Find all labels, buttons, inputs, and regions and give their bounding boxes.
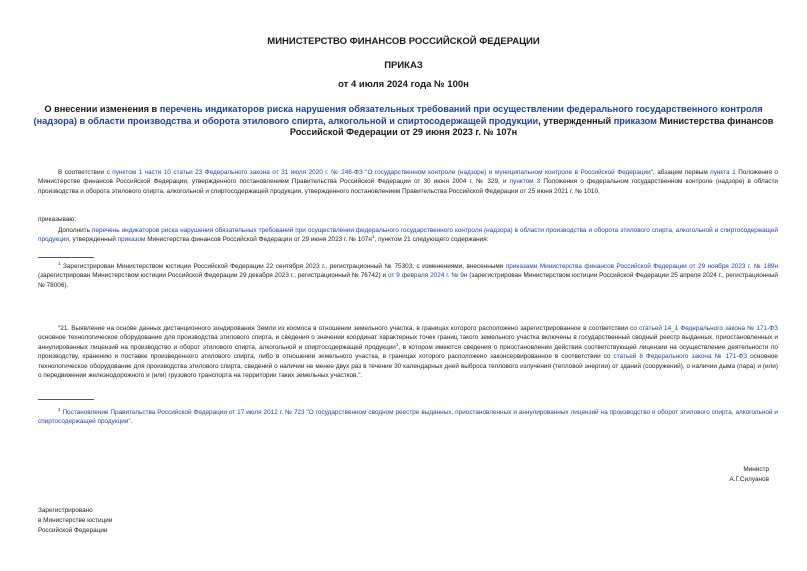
fn2-marker: 1 [58,406,61,412]
title-middle: , утвержденный [538,115,614,126]
quote-footnote-ref[interactable]: 1 [395,341,399,347]
signature-role: Министр [743,466,769,473]
p1-text-a: В соответствии с [58,169,113,176]
quote-text-a: "21. Выявление на основе данных дистанционного зондирования Земли из космоса в отношении земельного участка, в границах которого расположено зарегистрированное в соответствии со [58,325,640,332]
order-verb: приказываю: [38,216,76,223]
p1-text-b: , абзацем первым [652,169,711,176]
p3-link-indicators-list[interactable]: перечень индикаторов риска нарушения обязательных требований при осуществлении федерального государственного контроля (надзора) в области производства и оборота этилового спирта, алкогольной и спиртосодержащей продукции [38,227,778,244]
p3-text-d: , пунктом 21 следующего содержания: [374,236,489,244]
p3-text-b: , утвержденный [68,236,118,244]
p1-link-point-1[interactable]: пункта 1 [710,169,736,176]
title-link-indicators-list[interactable]: перечень индикаторов риска нарушения обязательных требований при осуществлении федерального государственного контроля (надзора) в области производства и оборота этилового спирта, алкогольной и спиртосодержащей продукции [33,104,763,126]
title-link-order[interactable]: приказом [613,115,657,126]
footnote-2 [38,408,778,427]
fn1-link-order-9n[interactable]: от 9 февраля 2024 г. № 9н [388,272,468,280]
quote-link-article-8[interactable]: статьей 8 Федерального закона № 171-ФЗ [613,353,748,361]
signature-name: А.Г.Силуанов [729,476,769,483]
registration-line-1: Зарегистрировано [38,507,93,514]
fn2-link-resolution-723[interactable]: Постановление Правительства Российской Федерации от 17 июля 2012 г. № 723 "О государственном сводном реестре выданных, приостановленных и аннулированных лицензий на производство и оборот этилового спирта, алкогольной и спиртосодержащей продукции" [38,409,778,426]
fn1-text-a: Зарегистрирован Министерством юстиции Российской Федерации 22 сентября 2023 г., регистрационный № 75303, с изменениями, внесенными [60,263,506,270]
fn1-link-order-189n[interactable]: приказами Министерства финансов Российской Федерации от 29 ноября 2023 г. № 189н [505,263,778,270]
footnote-divider-2 [38,399,94,400]
fn1-text-b: (зарегистрирован Министерством юстиции Российской Федерации 29 декабря 2023 г., регистрационный № 76742) и [38,272,389,280]
order-title [30,104,777,139]
amendment-paragraph [38,226,778,245]
quote-link-article-14-1[interactable]: статьей 14_1 Федерального закона № 171-ФЗ [639,325,779,332]
p3-link-order[interactable]: приказом [117,236,146,244]
quote-text-d: основное технологическое оборудование для производства этилового спирта, сведений о наличии не менее двух раз в течение 30 календарных дней выброса теплового излучения (тепловой энергии) от зданий (сооружений), о наличии дыма (пара) и (или) о передвижении железнодорожного и (или) грузового транспорта на территории таких земельных участков.". [38,353,778,380]
ministry-heading: МИНИСТЕРСТВО ФИНАНСОВ РОССИЙСКОЙ ФЕДЕРАЦИИ [267,36,540,47]
p1-link-law-248[interactable]: пунктом 1 части 10 статьи 23 Федерального закона от 31 июля 2020 г. № 248-ФЗ "О государственном контроле (надзоре) и муниципальном контроле в Российской Федерации" [112,169,653,176]
fn1-marker: 1 [58,260,61,266]
title-prefix: О внесении изменения в [44,104,160,114]
footnote-divider [38,257,94,258]
p1-text-d: , и [498,178,510,186]
fn2-text-a: . [130,418,133,426]
p1-link-point-3[interactable]: пунктом 3 [509,178,541,186]
preamble-paragraph [38,168,778,196]
registration-note [38,506,112,537]
p3-footnote-ref[interactable]: 1 [371,234,375,240]
p3-text-c: Министерства финансов Российской Федерации от 29 июня 2023 г. № 107н [145,236,372,244]
point-21-quote [38,324,778,380]
quote-text-b: основное технологическое оборудование для производства этилового спирта, и сведения о значении координат характерных точек границ такого земельного участка включены в государственный сводный реестр выданных, приостановленных и аннулированных лицензий на производство и оборот этилового спирта, алкогольной и спиртосодержащей продукции [38,334,778,351]
footnote-1 [38,262,778,290]
title-suffix: Министерства финансов Российской Федерации от 29 июня 2023 г. № 107н [289,115,774,137]
fn1-text-c: (зарегистрирован Министерством юстиции Российской Федерации 25 апреля 2024 г., регистрационный № 78006). [38,272,778,289]
quote-text-c: , в котором имеются сведения о приостановлении действия соответствующей лицензии на осуществление деятельности по производству, хранению и поставке произведенного этилового спирта, либо в отношении земельного участка, в границах которого расположено законсервированное в соответствии со [38,343,778,361]
p3-text-a: Дополнить [58,227,92,234]
p1-text-c: Положения о Министерстве финансов Российской Федерации, утвержденного постановлением Правительства Российской Федерации от 30 июня 2004 г. № 329 [38,169,778,186]
registration-line-2: в Министерстве юстиции [38,517,113,525]
p1-text-e: Положения о федеральном государственном контроле (надзоре) в области производства и оборота этилового спирта, алкогольной и спиртосодержащей продукции, утвержденного постановлением Правительства Российской Федерации от 25 июня 2021 г. № 1010, [38,178,778,195]
order-date: от 4 июля 2024 года № 100н [338,79,469,90]
order-label: ПРИКАЗ [384,60,423,71]
registration-line-3: Российской Федерации [38,527,108,535]
